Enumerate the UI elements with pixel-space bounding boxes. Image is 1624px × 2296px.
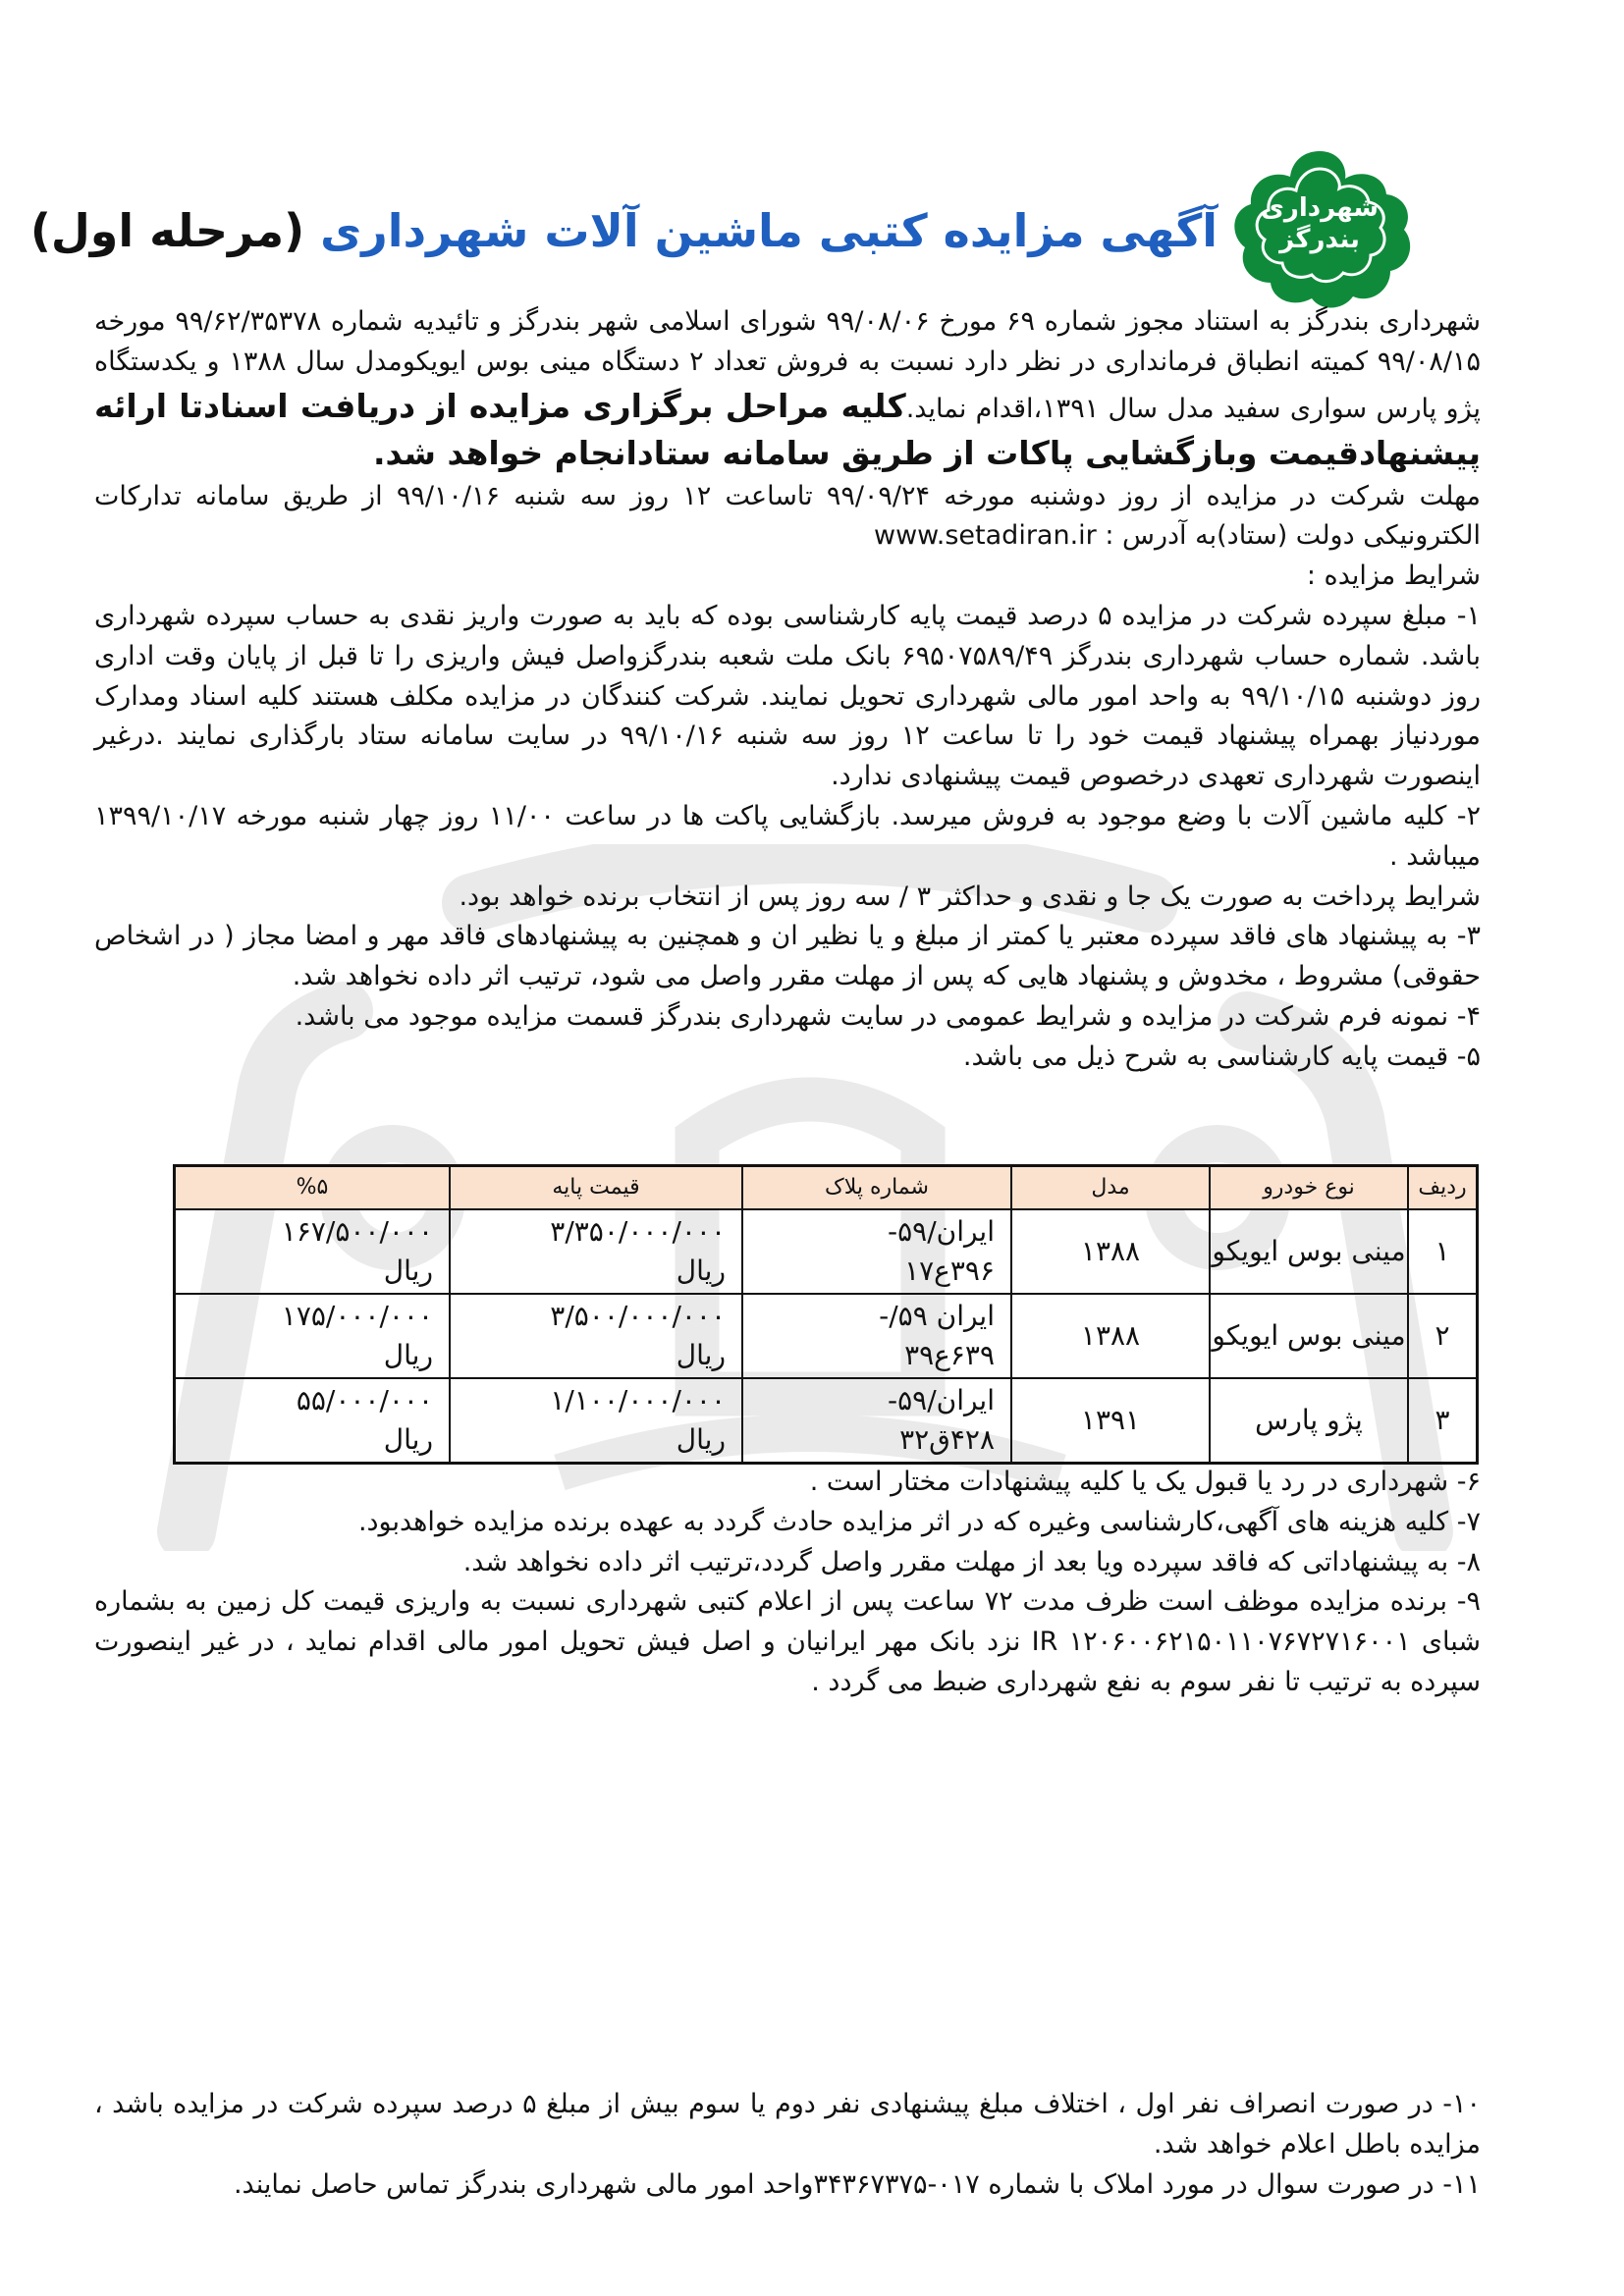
condition-10: ۱۰- در صورت انصراف نفر اول ، اختلاف مبلغ پیشنهادی نفر دوم یا سوم بیش از مبلغ ۵ درصد سپرده شرکت در مزایده باشد ، مزایده باطل اعلام خواهد شد.	[94, 2089, 1481, 2160]
cell-base-price	[450, 1294, 742, 1378]
condition-4: ۴- نمونه فرم شرکت در مزایده و شرایط عمومی در سایت شهرداری بندرگز قسمت مزایده موجود می باشد.	[295, 1000, 1481, 1032]
condition-7: ۷- کلیه هزینه های آگهی،کارشناسی وغیره که در اثر مزایده حادث گردد به عهده برنده مزایده خواهدبود.	[357, 1506, 1481, 1537]
cell-vehicle: مینی بوس ایویکو	[1210, 1209, 1408, 1294]
cell-row-number: ۲	[1408, 1294, 1478, 1378]
price-amount: ۳/۵۰۰/۰۰۰/۰۰۰	[550, 1300, 726, 1332]
plate-line2: ۶۳۹ع۳۹	[904, 1339, 995, 1371]
header-base-price: قیمت پایه	[450, 1166, 742, 1210]
title-stage: (مرحله اول)	[29, 204, 305, 257]
logo-text-line2: بندرگز	[1279, 225, 1360, 254]
price-unit: ریال	[676, 1339, 726, 1371]
logo-text-line1: شهرداری	[1261, 193, 1379, 223]
cell-model: ۱۳۹۱	[1011, 1378, 1210, 1464]
plate-line1: ایران/۵۹-	[888, 1215, 995, 1248]
conditions-heading: شرایط مزایده :	[1306, 561, 1481, 592]
plate-line2: ۳۹۶ع۱۷	[904, 1255, 995, 1287]
deadline-paragraph	[94, 477, 1481, 558]
plate-line1: ایران/۵۹-	[888, 1384, 995, 1416]
plate-line2: ۴۲۸ق۳۲	[899, 1423, 995, 1456]
price-unit: ریال	[676, 1423, 726, 1456]
table-header-row	[175, 1166, 1478, 1210]
cell-row-number: ۱	[1408, 1209, 1478, 1294]
cell-model: ۱۳۸۸	[1011, 1294, 1210, 1378]
payment-terms: شرایط پرداخت به صورت یک جا و نقدی و حداکثر ۳ / سه روز پس از انتخاب برنده خواهد بود.	[459, 881, 1481, 912]
page-title	[29, 200, 1218, 261]
pct-amount: ۱۶۷/۵۰۰/۰۰۰	[281, 1215, 433, 1248]
intro-paragraph	[94, 302, 1481, 477]
logo-lettering	[1221, 192, 1418, 255]
condition-2: ۲- کلیه ماشین آلات با وضع موجود به فروش میرسد. بازگشایی پاکت ها در ساعت ۱۱/۰۰ روز چهار شنبه مورخه ۱۳۹۹/۱۰/۱۷ میباشد .	[94, 800, 1481, 872]
cell-vehicle: پژو پارس	[1210, 1378, 1408, 1464]
condition-8: ۸- به پیشنهاداتی که فاقد سپرده ویا بعد از مهلت مقرر واصل گردد،ترتیب اثر داده نخواهد شد.	[462, 1546, 1481, 1577]
pct-unit: ریال	[383, 1255, 433, 1287]
pct-unit: ریال	[383, 1423, 433, 1456]
condition-11: ۱۱- در صورت سوال در مورد املاک با شماره ۰۱۷-۳۴۳۶۷۳۷۵واحد امور مالی شهرداری بندرگز تماس حاصل نمایند.	[233, 2168, 1481, 2200]
cell-row-number: ۳	[1408, 1378, 1478, 1464]
pct-amount: ۱۷۵/۰۰۰/۰۰۰	[281, 1300, 433, 1332]
condition-1: ۱- مبلغ سپرده شرکت در مزایده ۵ درصد قیمت پایه کارشناسی بوده که باید به صورت واریز نقدی به حساب سپرده شهرداری باشد. شماره حساب شهرداری بندرگز ۶۹۵۰۷۵۸۹/۴۹ بانک ملت شعبه بندرگزواصل فیش واریزی را تا قبل از پایان وقت اداری روز دوشنبه ۹۹/۱۰/۱۵ به واحد امور مالی شهرداری تحویل نمایند. شرکت کنندگان در مزایده مکلف هستند کلیه اسناد ومدارک موردنیاز بهمراه پیشنهاد قیمت خود را تا ساعت ۱۲ روز سه شنبه ۹۹/۱۰/۱۶ در سایت سامانه ستاد بارگذاری نمایند .درغیر اینصورت شهرداری تعهدی درخصوص قیمت پیشنهادی ندارد.	[94, 600, 1481, 792]
header-row-number: ردیف	[1408, 1166, 1478, 1210]
cell-plate	[742, 1209, 1011, 1294]
pct-amount: ۵۵/۰۰۰/۰۰۰	[296, 1384, 433, 1416]
cell-five-percent	[175, 1378, 451, 1464]
intro-text: شهرداری بندرگز به استناد مجوز شماره ۶۹ مورخ ۹۹/۰۸/۰۶ شورای اسلامی شهر بندرگز و تائیدیه شماره ۹۹/۶۲/۳۵۳۷۸ مورخه ۹۹/۰۸/۱۵ کمیته انطباق فرمانداری در نظر دارد نسبت به فروش تعداد ۲ دستگاه مینی بوس ایویکومدل سال ۱۳۸۸ و یکدستگاه پژو پارس سواری سفید مدل سال ۱۳۹۱،اقدام نماید.	[94, 306, 1482, 424]
base-price-table	[173, 1164, 1479, 1465]
cell-five-percent	[175, 1209, 451, 1294]
cell-vehicle: مینی بوس ایویکو	[1210, 1294, 1408, 1378]
announcement-footer	[94, 2085, 1481, 2205]
table-row	[175, 1378, 1478, 1464]
price-amount: ۱/۱۰۰/۰۰۰/۰۰۰	[550, 1384, 726, 1416]
pct-unit: ریال	[383, 1339, 433, 1371]
setad-url[interactable]: www.setadiran.ir	[874, 520, 1097, 552]
cell-model: ۱۳۸۸	[1011, 1209, 1210, 1294]
announcement-body	[94, 302, 1481, 1078]
plate-line1: ایران ۵۹/-	[879, 1300, 995, 1332]
intro-bold-text: کلیه مراحل برگزاری مزایده از دریافت اسنادتا ارائه پیشنهادقیمت وبازگشایی پاکات از طریق سامانه ستادانجام خواهد شد.	[94, 386, 1481, 472]
header-vehicle-type: نوع خودرو	[1210, 1166, 1408, 1210]
condition-9: ۹- برنده مزایده موظف است ظرف مدت ۷۲ ساعت پس از اعلام کتبی شهرداری نسبت به واریزی قیمت کل زمین به بشماره شبای IR ۱۲۰۶۰۰۶۲۱۵۰۱۱۰۷۶۷۲۷۱۶۰۰۱ نزد بانک مهر ایرانیان و اصل فیش تحویل امور مالی اقدام نماید ، در غیر اینصورت سپرده به ترتیب تا نفر سوم به نفع شهرداری ضبط می گردد .	[94, 1586, 1482, 1697]
cell-base-price	[450, 1209, 742, 1294]
title-main: آگهی مزایده کتبی ماشین آلات شهرداری	[320, 204, 1218, 257]
header-five-percent: %۵	[175, 1166, 451, 1210]
condition-6: ۶- شهرداری در رد یا قبول یک یا کلیه پیشنهادات مختار است .	[809, 1467, 1481, 1497]
header-plate: شماره پلاک	[742, 1166, 1011, 1210]
condition-3: ۳- به پیشنهاد های فاقد سپرده معتبر یا کمتر از مبلغ و یا نظیر ان و همچنین به پیشنهادهای فاقد مهر و امضا مجاز ( در اشخاص حقوقی) مشروط ، مخدوش و پشنهاد هایی که پس از مهلت مقرر واصل می شود، ترتیب اثر داده نخواهد شد.	[94, 921, 1481, 992]
deadline-text: مهلت شرکت در مزایده از روز دوشنبه مورخه ۹۹/۰۹/۲۴ تاساعت ۱۲ روز سه شنبه ۹۹/۱۰/۱۶ از طریق سامانه تدارکات الکترونیکی دولت (ستاد)به آدرس :	[94, 480, 1481, 552]
header-model: مدل	[1011, 1166, 1210, 1210]
cell-five-percent	[175, 1294, 451, 1378]
price-table-wrapper	[173, 1164, 1479, 1465]
table-row	[175, 1209, 1478, 1294]
announcement-body-continued	[94, 1463, 1481, 1703]
price-amount: ۳/۳۵۰/۰۰۰/۰۰۰	[550, 1215, 726, 1248]
cell-base-price	[450, 1378, 742, 1464]
cell-plate	[742, 1378, 1011, 1464]
table-row	[175, 1294, 1478, 1378]
price-unit: ریال	[676, 1255, 726, 1287]
condition-5: ۵- قیمت پایه کارشناسی به شرح ذیل می باشد.	[962, 1041, 1481, 1072]
cell-plate	[742, 1294, 1011, 1378]
